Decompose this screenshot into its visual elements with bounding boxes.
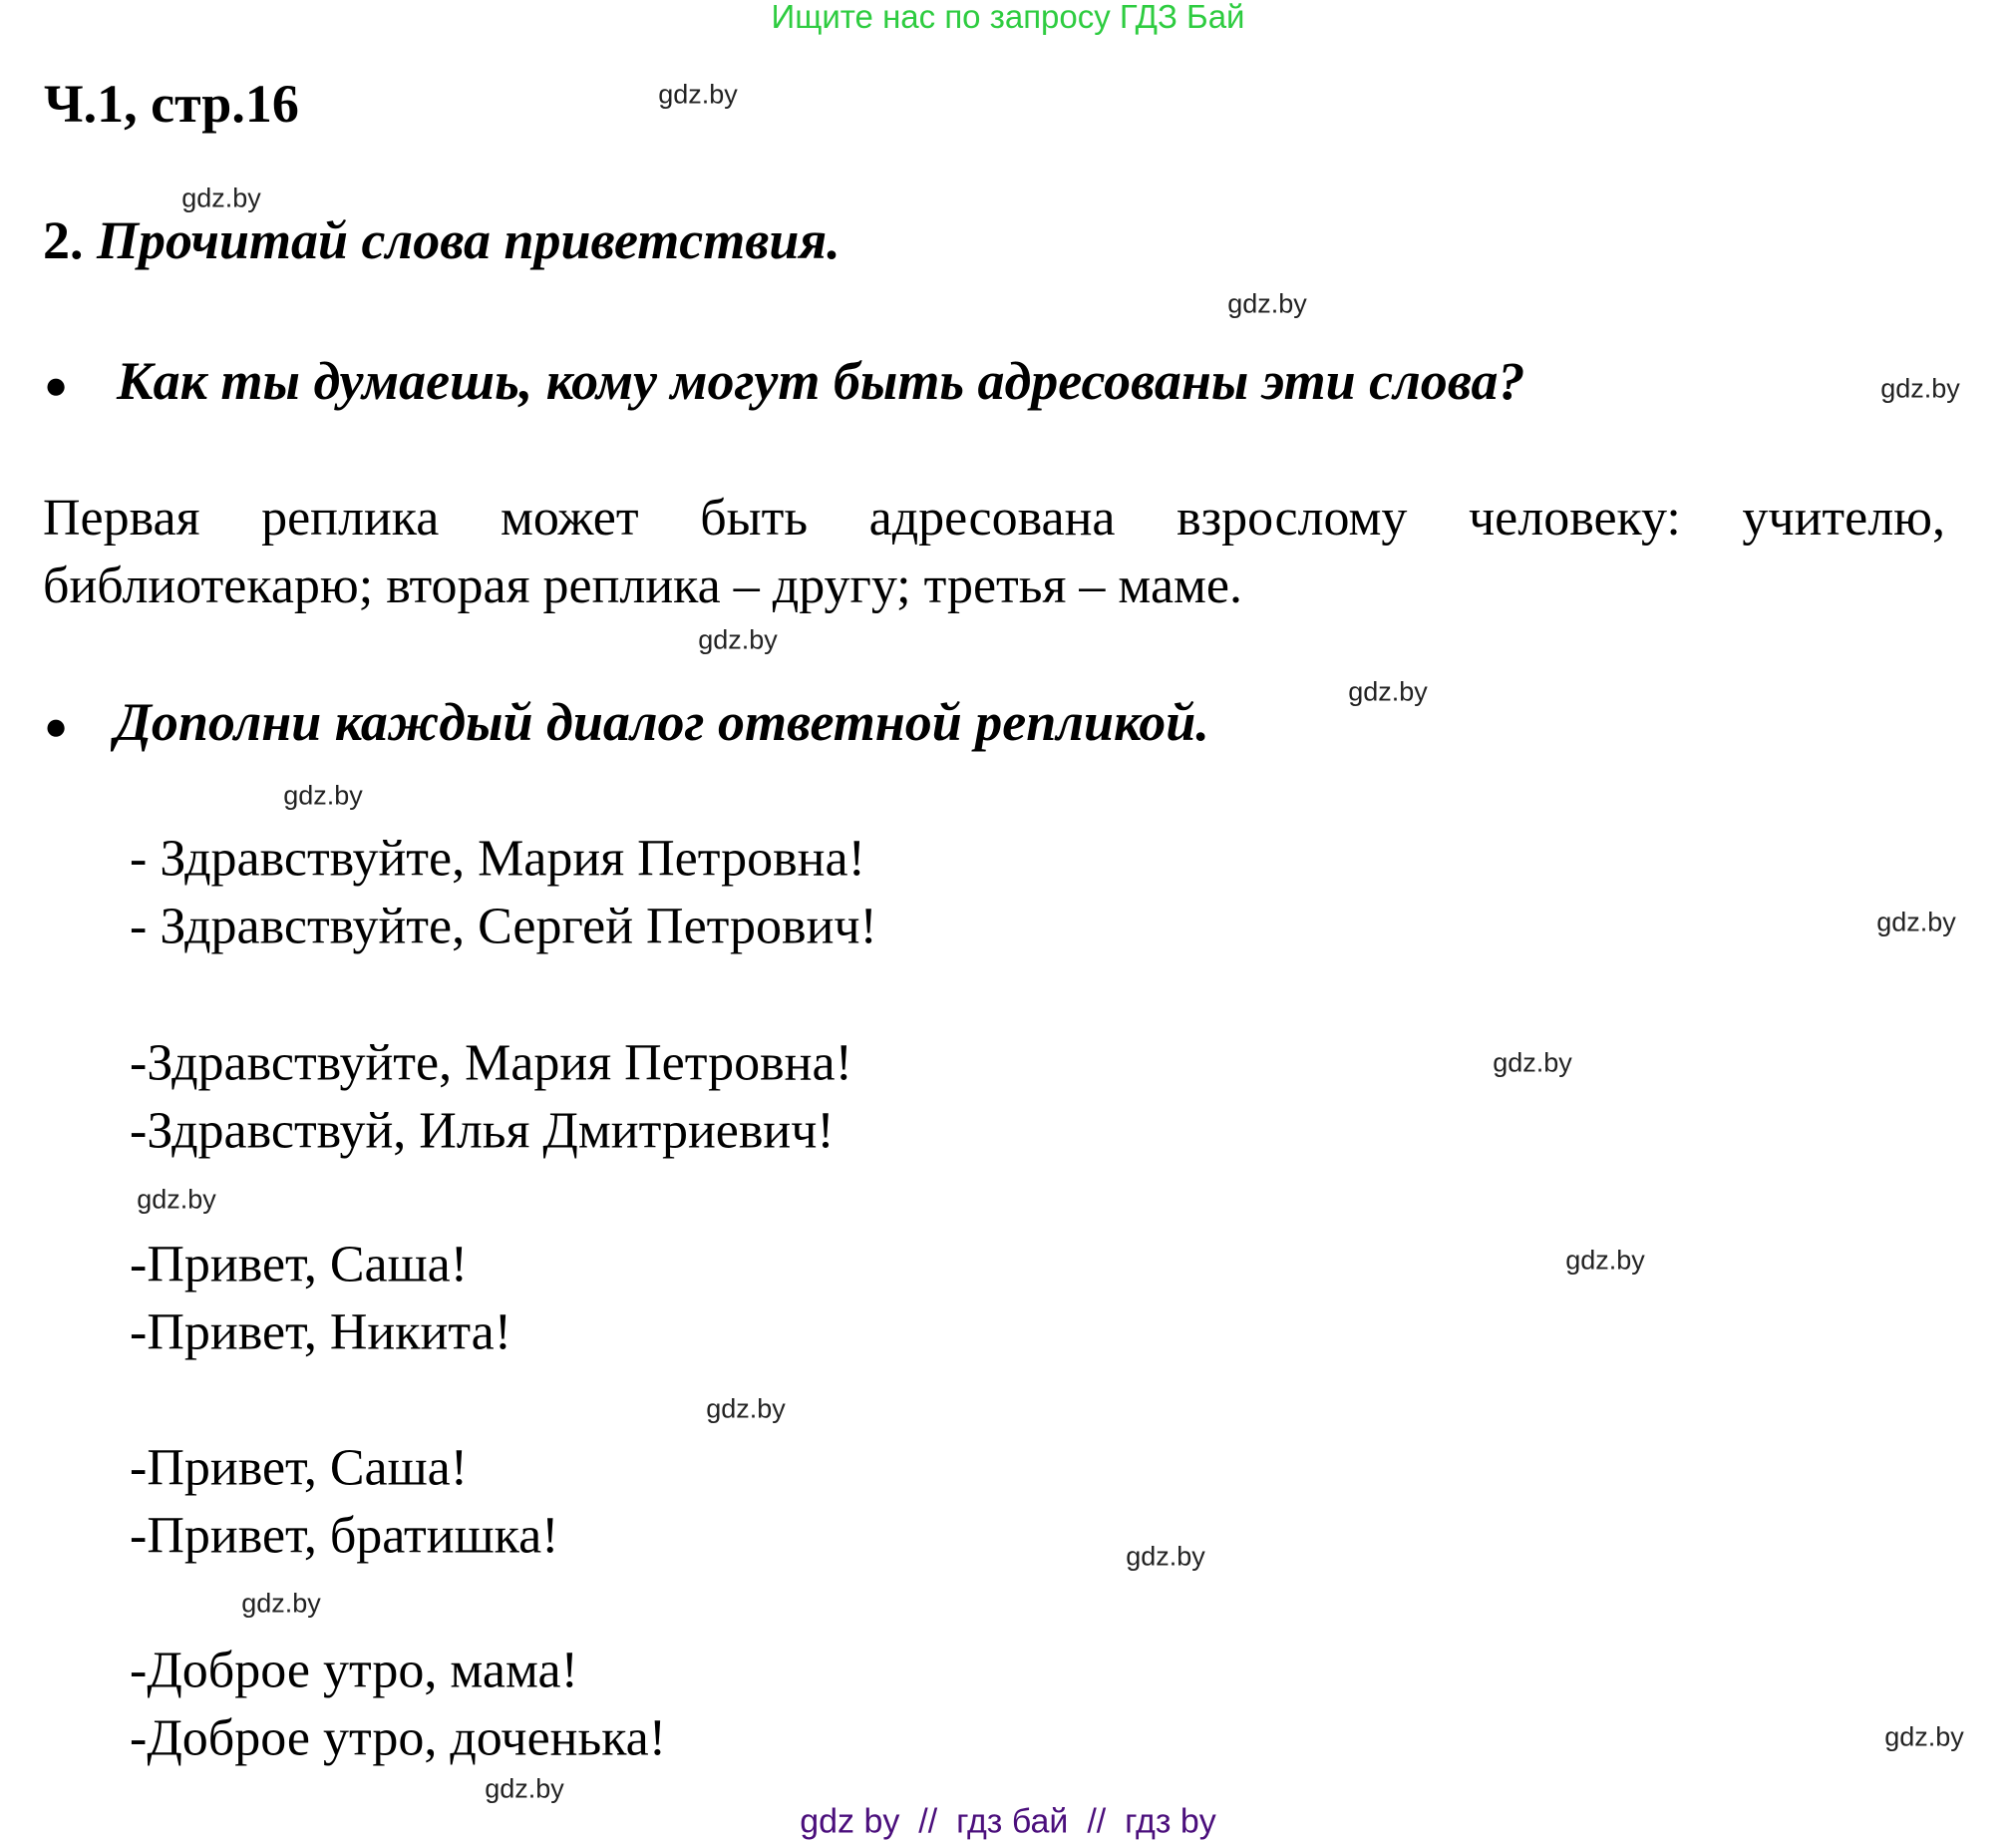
dialog-line: - Здравствуйте, Мария Петровна! bbox=[130, 830, 865, 888]
answer-paragraph: Первая реплика может быть адресована взрослому человеку: учителю, библиотекарю; вторая реплика – другу; третья – маме. bbox=[43, 490, 1945, 614]
dialog-line: -Доброе утро, доченька! bbox=[130, 1709, 667, 1767]
watermark: gdz.by bbox=[1348, 676, 1428, 707]
watermark: gdz.by bbox=[1493, 1047, 1572, 1078]
watermark: gdz.by bbox=[1227, 288, 1307, 319]
search-banner: Ищите нас по запросу ГДЗ Бай bbox=[771, 0, 1245, 35]
watermark: gdz.by bbox=[241, 1588, 321, 1619]
dialog-line: -Привет, братишка! bbox=[130, 1507, 559, 1565]
watermark: gdz.by bbox=[698, 624, 778, 655]
watermark: gdz.by bbox=[1884, 1721, 1964, 1752]
watermark: gdz.by bbox=[1126, 1541, 1205, 1572]
dialog-line: - Здравствуйте, Сергей Петрович! bbox=[130, 898, 877, 955]
dialog-line: -Привет, Саша! bbox=[130, 1236, 469, 1293]
dialog-line: -Привет, Никита! bbox=[130, 1303, 512, 1361]
task-text: Прочитай слова приветствия. bbox=[97, 210, 840, 270]
watermark: gdz.by bbox=[485, 1773, 564, 1804]
page-title: Ч.1, стр.16 bbox=[44, 74, 299, 134]
footer-links: gdz by // гдз бай // гдз by bbox=[800, 1802, 1216, 1841]
dialog-line: -Здравствуйте, Мария Петровна! bbox=[130, 1034, 852, 1092]
watermark: gdz.by bbox=[1876, 907, 1956, 937]
watermark: gdz.by bbox=[283, 780, 363, 811]
question-1: Как ты думаешь, кому могут быть адресованы эти слова? bbox=[117, 351, 1525, 411]
bullet-icon: ● bbox=[44, 362, 69, 408]
watermark: gdz.by bbox=[137, 1184, 216, 1215]
watermark: gdz.by bbox=[1565, 1245, 1645, 1276]
question-2: Дополни каждый диалог ответной репликой. bbox=[115, 692, 1209, 752]
dialog-line: -Здравствуй, Илья Дмитриевич! bbox=[130, 1102, 835, 1160]
dialog-line: -Доброе утро, мама! bbox=[130, 1642, 578, 1699]
watermark: gdz.by bbox=[1880, 373, 1960, 404]
task-heading bbox=[43, 209, 840, 271]
task-number: 2. bbox=[43, 210, 84, 270]
dialog-line: -Привет, Саша! bbox=[130, 1439, 469, 1497]
watermark: gdz.by bbox=[181, 183, 261, 213]
watermark: gdz.by bbox=[658, 79, 738, 110]
watermark: gdz.by bbox=[706, 1393, 786, 1424]
bullet-icon: ● bbox=[44, 703, 69, 749]
